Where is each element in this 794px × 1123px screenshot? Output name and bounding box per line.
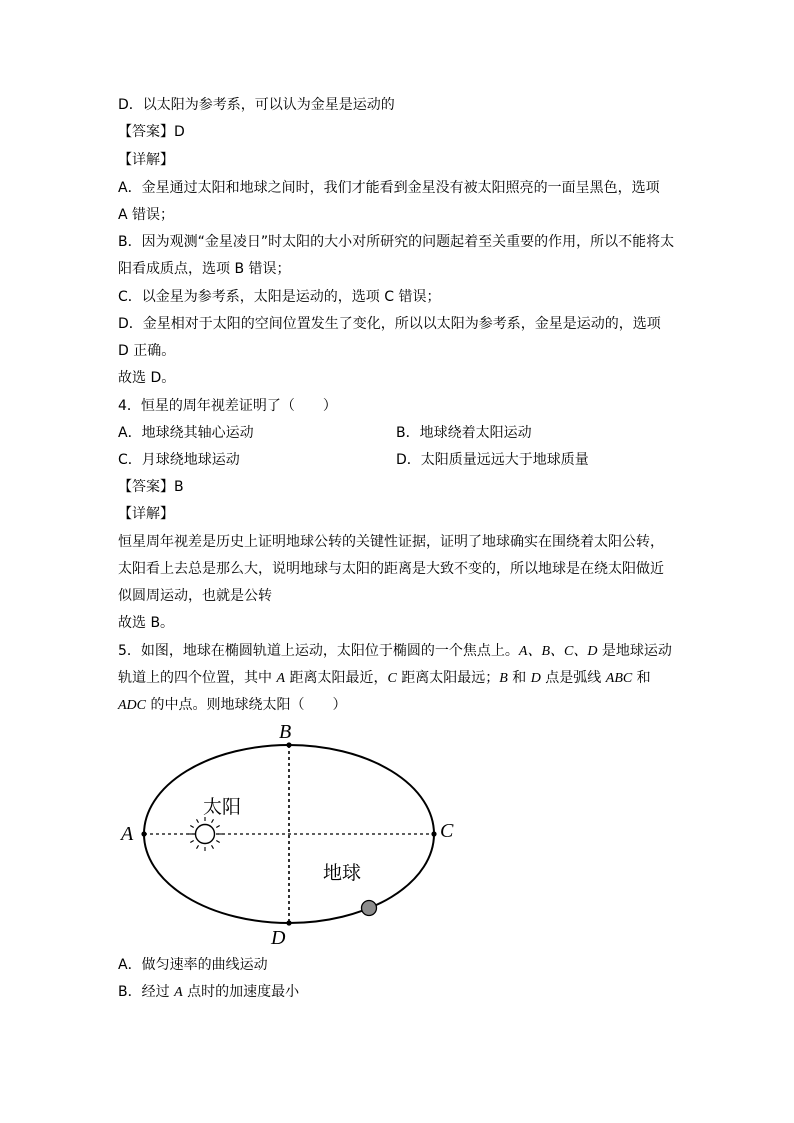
label-d: D [271, 927, 286, 949]
q5-arc-adc: ADC [118, 698, 146, 713]
q5-stem-line3 [118, 695, 346, 716]
q5-option-b-text: B．经过 [118, 984, 175, 1000]
q3-detail-c: C．以金星为参考系，太阳是运动的，选项 C 错误； [118, 289, 441, 305]
q3-conclusion: 故选 D。 [118, 370, 176, 386]
q4-stem: 4．恒星的周年视差证明了（ ） [118, 398, 337, 414]
q3-detail-a-line1: A．金星通过太阳和地球之间时，我们才能看到金星没有被太阳照亮的一面呈黑色，选项 [118, 180, 660, 196]
q3-detail-d-line1: D．金星相对于太阳的空间位置发生了变化，所以以太阳为参考系，金星是运动的，选项 [118, 316, 661, 332]
q4-option-d: D．太阳质量远远大于地球质量 [396, 452, 589, 468]
label-c: C [440, 820, 454, 842]
q5-option-b-text: 点时的加速度最小 [182, 984, 300, 1000]
q4-conclusion: 故选 B。 [118, 615, 175, 631]
q3-detail-a-line2: A 错误； [118, 207, 175, 223]
q3-detail-d-line2: D 正确。 [118, 343, 176, 359]
q5-option-b [118, 982, 299, 1003]
q5-arc-abc: ABC [605, 671, 633, 686]
q4-detail-line2: 太阳看上去总是那么大，说明地球与太阳的距离是大致不变的，所以地球是在绕太阳做近 [118, 561, 664, 577]
earth-label: 地球 [323, 862, 362, 884]
q3-answer: 【答案】D [118, 124, 185, 140]
q3-option-d: D．以太阳为参考系，可以认为金星是运动的 [118, 97, 395, 113]
q5-option-b-point: A [174, 985, 183, 1000]
orbit-figure [110, 718, 470, 950]
earth-icon [362, 901, 377, 916]
q4-option-a: A．地球绕其轴心运动 [118, 425, 254, 441]
q3-detail-label: 【详解】 [118, 152, 174, 168]
point-c-dot [431, 831, 436, 836]
point-a-dot [141, 831, 146, 836]
q3-detail-b-line1: B．因为观测“金星凌日”时太阳的大小对所研究的问题起着至关重要的作用，所以不能将太 [118, 234, 675, 250]
q5-stem-text: 是地球运动 [597, 643, 672, 659]
label-a: A [121, 823, 134, 845]
point-b-dot [286, 742, 291, 747]
q5-stem-text: 的中点。则地球绕太阳（ ） [146, 697, 347, 713]
q5-stem-text: 点是弧线 [540, 670, 606, 686]
q5-option-a: A．做匀速率的曲线运动 [118, 957, 268, 973]
q4-option-c: C．月球绕地球运动 [118, 452, 240, 468]
q3-detail-b-line2: 阳看成质点，选项 B 错误； [118, 261, 291, 277]
q5-point-d: D [530, 671, 541, 686]
q4-detail-line1: 恒星周年视差是历史上证明地球公转的关键性证据，证明了地球确实在围绕着太阳公转， [118, 534, 664, 550]
q5-stem-text: 轨道上的四个位置，其中 [118, 670, 277, 686]
q5-stem-text: 距离太阳最近， [285, 670, 388, 686]
label-b: B [279, 721, 292, 743]
q4-answer: 【答案】B [118, 479, 184, 495]
q5-point-a: A [276, 671, 286, 686]
sun-label: 太阳 [203, 796, 242, 818]
q5-stem-line2 [118, 668, 651, 689]
q5-stem-text: 5．如图，地球在椭圆轨道上运动，太阳位于椭圆的一个焦点上。 [118, 643, 519, 659]
point-d-dot [286, 920, 291, 925]
q5-stem-points: A、B、C、D [518, 644, 598, 659]
q5-stem-line1 [118, 641, 672, 662]
q4-detail-label: 【详解】 [118, 506, 174, 522]
q5-stem-text: 距离太阳最远； [396, 670, 500, 686]
q5-point-c: C [387, 671, 397, 686]
q5-stem-text: 和 [507, 670, 531, 686]
q4-option-b: B．地球绕着太阳运动 [396, 425, 532, 441]
q4-detail-line3: 似圆周运动，也就是公转 [118, 588, 272, 604]
q5-stem-text: 和 [632, 670, 651, 686]
q5-point-b: B [499, 671, 508, 686]
